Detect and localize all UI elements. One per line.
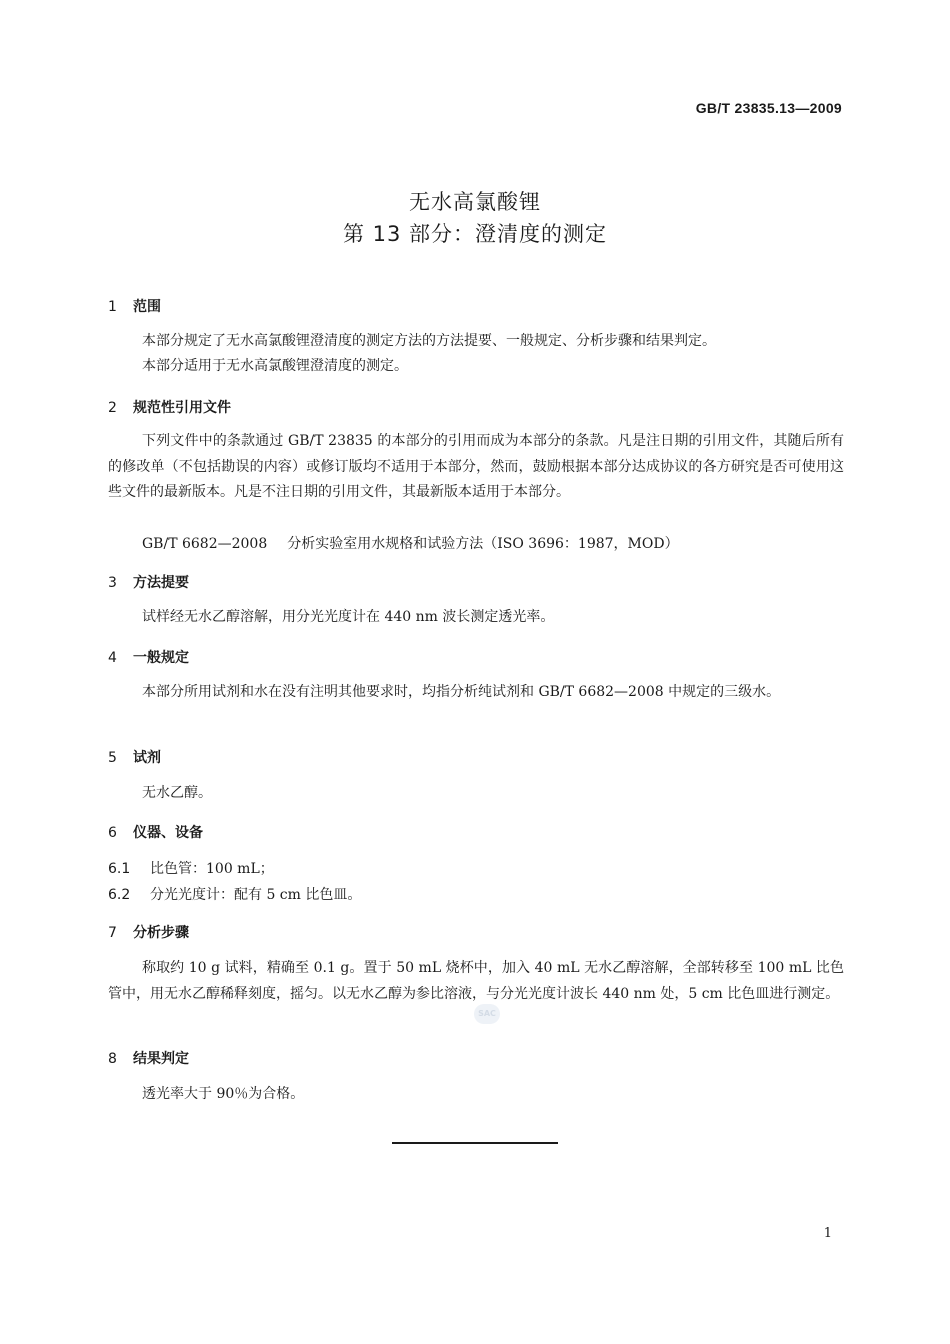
section-title: 仪器、设备 — [133, 825, 203, 841]
document-title-line1: 无水高氯酸锂 — [409, 190, 541, 214]
section-title: 范围 — [133, 299, 161, 315]
reference-code: GB/T 6682—2008 — [142, 536, 268, 552]
paragraph: 下列文件中的条款通过 GB/T 23835 的本部分的引用而成为本部分的条款。凡是注日期的引用文件，其随后所有的修改单（不包括勘误的内容）或修订版均不适用于本部分，然而，鼓励根据本部分达成协议的各方研究是否可使用这些文件的最新版本。凡是不注日期的引用文件，其最新版本适用于本部分。 — [108, 433, 844, 500]
list-item — [108, 884, 361, 904]
paragraph: 本部分适用于无水高氯酸锂澄清度的测定。 — [142, 358, 408, 374]
item-number: 6.1 — [108, 861, 131, 877]
section-title: 规范性引用文件 — [133, 400, 231, 416]
section-number: 1 — [108, 299, 117, 315]
paragraph: 无水乙醇。 — [142, 785, 212, 801]
paragraph: 试样经无水乙醇溶解，用分光光度计在 440 nm 波长测定透光率。 — [142, 609, 555, 625]
paragraph: 称取约 10 g 试料，精确至 0.1 g。置于 50 mL 烧杯中，加入 40 mL 无水乙醇溶解，全部转移至 100 mL 比色管中，用无水乙醇稀释刻度，摇匀。以无水乙醇为参比溶液，与分光光度计波长 440 nm 处，5 cm 比色皿进行测定。 — [108, 960, 844, 1002]
paragraph: 本部分规定了无水高氯酸锂澄清度的测定方法的方法提要、一般规定、分析步骤和结果判定。 — [142, 333, 716, 349]
list-item — [108, 858, 274, 878]
section-number: 6 — [108, 825, 117, 841]
section-number: 2 — [108, 400, 117, 416]
paragraph: 本部分所用试剂和水在没有注明其他要求时，均指分析纯试剂和 GB/T 6682—2008 中规定的三级水。 — [142, 684, 781, 700]
section-heading-reagents — [108, 747, 161, 767]
item-text: 分光光度计：配有 5 cm 比色皿。 — [150, 887, 362, 903]
section-heading-procedure — [108, 922, 189, 942]
standard-code: GB/T 23835.13—2009 — [695, 100, 842, 116]
section-title: 方法提要 — [133, 575, 189, 591]
section-number: 7 — [108, 925, 117, 941]
page-number: 1 — [823, 1226, 832, 1241]
section-title: 一般规定 — [133, 650, 189, 666]
document-title-line2: 第 13 部分：澄清度的测定 — [342, 222, 608, 246]
paragraph: 透光率大于 90％为合格。 — [142, 1086, 305, 1102]
end-rule — [392, 1142, 558, 1144]
reference-entry — [142, 533, 679, 553]
section-title: 结果判定 — [133, 1051, 189, 1067]
section-number: 8 — [108, 1051, 117, 1067]
section-number: 3 — [108, 575, 117, 591]
reference-title: 分析实验室用水规格和试验方法（ISO 3696：1987，MOD） — [287, 536, 679, 552]
watermark-logo: SAC — [474, 1004, 500, 1024]
section-number: 5 — [108, 750, 117, 766]
section-title: 分析步骤 — [133, 925, 189, 941]
section-heading-method-summary — [108, 572, 189, 592]
section-heading-result — [108, 1048, 189, 1068]
item-number: 6.2 — [108, 887, 131, 903]
section-heading-normative-references — [108, 397, 231, 417]
item-text: 比色管：100 mL； — [150, 861, 274, 877]
section-number: 4 — [108, 650, 117, 666]
section-heading-general-provisions — [108, 647, 189, 667]
section-heading-apparatus — [108, 822, 203, 842]
section-heading-scope — [108, 296, 161, 316]
section-title: 试剂 — [133, 750, 161, 766]
